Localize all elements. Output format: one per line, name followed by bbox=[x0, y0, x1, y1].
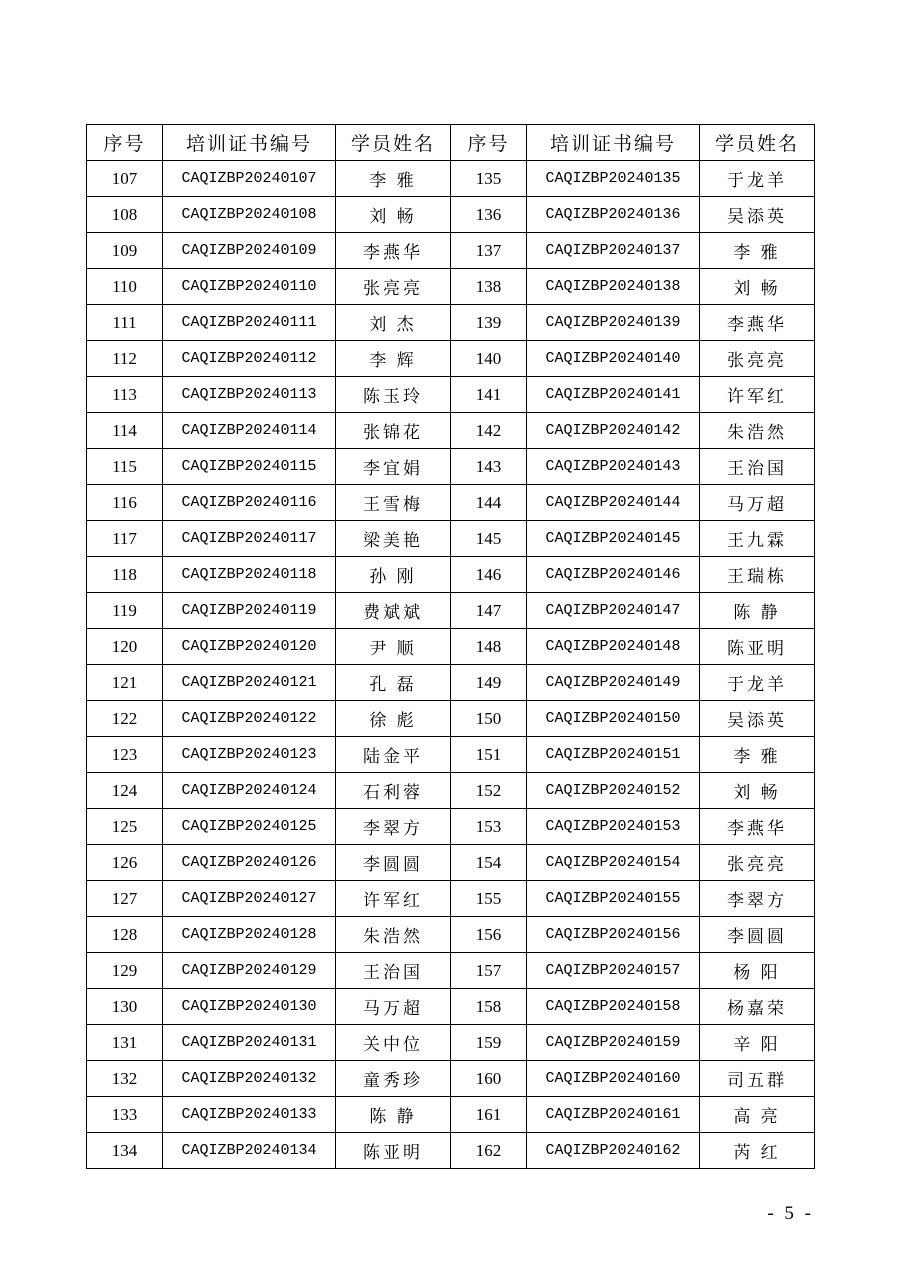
cell-certificate-right: CAQIZBP20240135 bbox=[527, 161, 700, 197]
cell-name-left: 马万超 bbox=[336, 989, 451, 1025]
cell-index-left: 134 bbox=[87, 1133, 163, 1169]
table-row bbox=[87, 665, 815, 701]
cell-name-right: 陈 静 bbox=[700, 593, 815, 629]
cell-name-left: 陈亚明 bbox=[336, 1133, 451, 1169]
cell-certificate-left: CAQIZBP20240122 bbox=[163, 701, 336, 737]
cell-certificate-right: CAQIZBP20240136 bbox=[527, 197, 700, 233]
cell-name-left: 张锦花 bbox=[336, 413, 451, 449]
cell-name-right: 辛 阳 bbox=[700, 1025, 815, 1061]
cell-certificate-left: CAQIZBP20240119 bbox=[163, 593, 336, 629]
table-row bbox=[87, 773, 815, 809]
cell-certificate-left: CAQIZBP20240127 bbox=[163, 881, 336, 917]
cell-certificate-right: CAQIZBP20240138 bbox=[527, 269, 700, 305]
cell-name-right: 吴添英 bbox=[700, 701, 815, 737]
cell-index-left: 132 bbox=[87, 1061, 163, 1097]
cell-name-right: 李燕华 bbox=[700, 305, 815, 341]
cell-name-right: 刘 畅 bbox=[700, 269, 815, 305]
cell-name-right: 司五群 bbox=[700, 1061, 815, 1097]
cell-certificate-left: CAQIZBP20240125 bbox=[163, 809, 336, 845]
cell-name-left: 尹 顺 bbox=[336, 629, 451, 665]
table-row bbox=[87, 305, 815, 341]
cell-certificate-right: CAQIZBP20240162 bbox=[527, 1133, 700, 1169]
cell-index-left: 108 bbox=[87, 197, 163, 233]
table-row bbox=[87, 485, 815, 521]
column-header-index-left: 序号 bbox=[87, 125, 163, 161]
table-row bbox=[87, 1025, 815, 1061]
cell-index-right: 161 bbox=[451, 1097, 527, 1133]
cell-index-right: 157 bbox=[451, 953, 527, 989]
certificate-roster-table bbox=[86, 124, 815, 1169]
cell-certificate-left: CAQIZBP20240115 bbox=[163, 449, 336, 485]
table-header-row bbox=[87, 125, 815, 161]
table-row bbox=[87, 881, 815, 917]
cell-name-right: 李 雅 bbox=[700, 233, 815, 269]
cell-certificate-right: CAQIZBP20240150 bbox=[527, 701, 700, 737]
cell-index-left: 110 bbox=[87, 269, 163, 305]
cell-name-right: 芮 红 bbox=[700, 1133, 815, 1169]
cell-name-right: 马万超 bbox=[700, 485, 815, 521]
cell-name-left: 张亮亮 bbox=[336, 269, 451, 305]
cell-name-left: 李燕华 bbox=[336, 233, 451, 269]
column-header-name-left: 学员姓名 bbox=[336, 125, 451, 161]
cell-certificate-right: CAQIZBP20240144 bbox=[527, 485, 700, 521]
cell-certificate-right: CAQIZBP20240157 bbox=[527, 953, 700, 989]
cell-certificate-left: CAQIZBP20240129 bbox=[163, 953, 336, 989]
cell-name-left: 陈玉玲 bbox=[336, 377, 451, 413]
table-row bbox=[87, 1097, 815, 1133]
cell-certificate-left: CAQIZBP20240131 bbox=[163, 1025, 336, 1061]
table-row bbox=[87, 233, 815, 269]
cell-index-right: 156 bbox=[451, 917, 527, 953]
cell-index-left: 114 bbox=[87, 413, 163, 449]
cell-index-right: 148 bbox=[451, 629, 527, 665]
cell-name-left: 李宜娟 bbox=[336, 449, 451, 485]
cell-certificate-left: CAQIZBP20240130 bbox=[163, 989, 336, 1025]
cell-certificate-left: CAQIZBP20240112 bbox=[163, 341, 336, 377]
cell-name-left: 王治国 bbox=[336, 953, 451, 989]
cell-index-left: 121 bbox=[87, 665, 163, 701]
cell-index-right: 152 bbox=[451, 773, 527, 809]
cell-certificate-left: CAQIZBP20240116 bbox=[163, 485, 336, 521]
cell-name-left: 李 雅 bbox=[336, 161, 451, 197]
cell-certificate-left: CAQIZBP20240126 bbox=[163, 845, 336, 881]
cell-certificate-right: CAQIZBP20240143 bbox=[527, 449, 700, 485]
cell-index-left: 131 bbox=[87, 1025, 163, 1061]
cell-index-right: 147 bbox=[451, 593, 527, 629]
cell-name-left: 王雪梅 bbox=[336, 485, 451, 521]
cell-index-right: 135 bbox=[451, 161, 527, 197]
cell-name-left: 陈 静 bbox=[336, 1097, 451, 1133]
cell-certificate-left: CAQIZBP20240128 bbox=[163, 917, 336, 953]
cell-index-left: 128 bbox=[87, 917, 163, 953]
cell-name-right: 于龙羊 bbox=[700, 665, 815, 701]
cell-certificate-right: CAQIZBP20240160 bbox=[527, 1061, 700, 1097]
cell-certificate-left: CAQIZBP20240110 bbox=[163, 269, 336, 305]
table-row bbox=[87, 341, 815, 377]
table-row bbox=[87, 161, 815, 197]
cell-name-left: 刘 杰 bbox=[336, 305, 451, 341]
cell-certificate-right: CAQIZBP20240142 bbox=[527, 413, 700, 449]
table-row bbox=[87, 557, 815, 593]
cell-index-right: 138 bbox=[451, 269, 527, 305]
cell-certificate-right: CAQIZBP20240153 bbox=[527, 809, 700, 845]
cell-name-left: 朱浩然 bbox=[336, 917, 451, 953]
cell-certificate-right: CAQIZBP20240156 bbox=[527, 917, 700, 953]
cell-index-right: 146 bbox=[451, 557, 527, 593]
cell-certificate-left: CAQIZBP20240134 bbox=[163, 1133, 336, 1169]
cell-name-right: 许军红 bbox=[700, 377, 815, 413]
cell-certificate-right: CAQIZBP20240137 bbox=[527, 233, 700, 269]
cell-certificate-left: CAQIZBP20240108 bbox=[163, 197, 336, 233]
cell-name-left: 李翠方 bbox=[336, 809, 451, 845]
cell-certificate-right: CAQIZBP20240140 bbox=[527, 341, 700, 377]
cell-name-left: 许军红 bbox=[336, 881, 451, 917]
cell-index-right: 158 bbox=[451, 989, 527, 1025]
table-row bbox=[87, 1061, 815, 1097]
cell-certificate-left: CAQIZBP20240113 bbox=[163, 377, 336, 413]
cell-certificate-left: CAQIZBP20240132 bbox=[163, 1061, 336, 1097]
cell-certificate-right: CAQIZBP20240151 bbox=[527, 737, 700, 773]
table-header bbox=[87, 125, 815, 161]
cell-index-right: 142 bbox=[451, 413, 527, 449]
cell-index-right: 145 bbox=[451, 521, 527, 557]
column-header-name-right: 学员姓名 bbox=[700, 125, 815, 161]
cell-index-left: 111 bbox=[87, 305, 163, 341]
column-header-index-right: 序号 bbox=[451, 125, 527, 161]
table-row bbox=[87, 377, 815, 413]
cell-name-right: 陈亚明 bbox=[700, 629, 815, 665]
cell-index-right: 140 bbox=[451, 341, 527, 377]
cell-index-right: 143 bbox=[451, 449, 527, 485]
cell-index-left: 109 bbox=[87, 233, 163, 269]
column-header-certificate-right: 培训证书编号 bbox=[527, 125, 700, 161]
cell-name-right: 吴添英 bbox=[700, 197, 815, 233]
table-row bbox=[87, 809, 815, 845]
cell-name-right: 王瑞栋 bbox=[700, 557, 815, 593]
table-row bbox=[87, 269, 815, 305]
cell-index-left: 117 bbox=[87, 521, 163, 557]
cell-index-right: 155 bbox=[451, 881, 527, 917]
cell-name-right: 张亮亮 bbox=[700, 341, 815, 377]
cell-index-left: 122 bbox=[87, 701, 163, 737]
cell-name-left: 童秀珍 bbox=[336, 1061, 451, 1097]
cell-name-right: 刘 畅 bbox=[700, 773, 815, 809]
cell-name-left: 李圆圆 bbox=[336, 845, 451, 881]
cell-index-left: 107 bbox=[87, 161, 163, 197]
cell-certificate-left: CAQIZBP20240111 bbox=[163, 305, 336, 341]
table-row bbox=[87, 953, 815, 989]
cell-name-left: 李 辉 bbox=[336, 341, 451, 377]
cell-index-left: 118 bbox=[87, 557, 163, 593]
cell-name-left: 梁美艳 bbox=[336, 521, 451, 557]
cell-certificate-left: CAQIZBP20240120 bbox=[163, 629, 336, 665]
cell-index-right: 137 bbox=[451, 233, 527, 269]
cell-certificate-left: CAQIZBP20240124 bbox=[163, 773, 336, 809]
cell-certificate-right: CAQIZBP20240146 bbox=[527, 557, 700, 593]
cell-index-left: 119 bbox=[87, 593, 163, 629]
cell-index-right: 162 bbox=[451, 1133, 527, 1169]
table-row bbox=[87, 197, 815, 233]
cell-name-right: 王治国 bbox=[700, 449, 815, 485]
table-row bbox=[87, 917, 815, 953]
table-row bbox=[87, 737, 815, 773]
cell-index-left: 120 bbox=[87, 629, 163, 665]
cell-name-left: 费斌斌 bbox=[336, 593, 451, 629]
cell-index-left: 125 bbox=[87, 809, 163, 845]
cell-index-right: 159 bbox=[451, 1025, 527, 1061]
cell-index-right: 154 bbox=[451, 845, 527, 881]
cell-certificate-left: CAQIZBP20240118 bbox=[163, 557, 336, 593]
cell-name-right: 高 亮 bbox=[700, 1097, 815, 1133]
cell-name-right: 李圆圆 bbox=[700, 917, 815, 953]
cell-certificate-right: CAQIZBP20240154 bbox=[527, 845, 700, 881]
cell-certificate-right: CAQIZBP20240141 bbox=[527, 377, 700, 413]
cell-certificate-right: CAQIZBP20240155 bbox=[527, 881, 700, 917]
cell-certificate-right: CAQIZBP20240149 bbox=[527, 665, 700, 701]
cell-name-right: 李 雅 bbox=[700, 737, 815, 773]
cell-index-left: 127 bbox=[87, 881, 163, 917]
cell-certificate-right: CAQIZBP20240158 bbox=[527, 989, 700, 1025]
table-body bbox=[87, 161, 815, 1169]
cell-index-left: 123 bbox=[87, 737, 163, 773]
table-row bbox=[87, 989, 815, 1025]
cell-index-left: 124 bbox=[87, 773, 163, 809]
cell-certificate-right: CAQIZBP20240161 bbox=[527, 1097, 700, 1133]
cell-index-left: 126 bbox=[87, 845, 163, 881]
cell-name-left: 陆金平 bbox=[336, 737, 451, 773]
cell-certificate-right: CAQIZBP20240159 bbox=[527, 1025, 700, 1061]
cell-name-left: 孙 刚 bbox=[336, 557, 451, 593]
cell-index-left: 113 bbox=[87, 377, 163, 413]
table-row bbox=[87, 701, 815, 737]
table-row bbox=[87, 845, 815, 881]
table-row bbox=[87, 629, 815, 665]
cell-name-left: 刘 畅 bbox=[336, 197, 451, 233]
table-row bbox=[87, 1133, 815, 1169]
cell-index-left: 116 bbox=[87, 485, 163, 521]
cell-name-left: 徐 彪 bbox=[336, 701, 451, 737]
cell-index-left: 130 bbox=[87, 989, 163, 1025]
table-row bbox=[87, 593, 815, 629]
cell-index-right: 144 bbox=[451, 485, 527, 521]
cell-certificate-left: CAQIZBP20240114 bbox=[163, 413, 336, 449]
cell-index-left: 112 bbox=[87, 341, 163, 377]
cell-name-right: 李翠方 bbox=[700, 881, 815, 917]
cell-name-right: 于龙羊 bbox=[700, 161, 815, 197]
page-number: - 5 - bbox=[767, 1203, 814, 1224]
cell-certificate-right: CAQIZBP20240147 bbox=[527, 593, 700, 629]
column-header-certificate-left: 培训证书编号 bbox=[163, 125, 336, 161]
cell-certificate-left: CAQIZBP20240109 bbox=[163, 233, 336, 269]
cell-certificate-right: CAQIZBP20240148 bbox=[527, 629, 700, 665]
table-row bbox=[87, 521, 815, 557]
cell-certificate-right: CAQIZBP20240145 bbox=[527, 521, 700, 557]
cell-index-right: 151 bbox=[451, 737, 527, 773]
cell-certificate-left: CAQIZBP20240117 bbox=[163, 521, 336, 557]
cell-index-right: 153 bbox=[451, 809, 527, 845]
cell-index-right: 141 bbox=[451, 377, 527, 413]
cell-name-right: 李燕华 bbox=[700, 809, 815, 845]
cell-index-right: 149 bbox=[451, 665, 527, 701]
cell-index-right: 160 bbox=[451, 1061, 527, 1097]
cell-index-right: 136 bbox=[451, 197, 527, 233]
certificate-roster-table-container bbox=[86, 124, 814, 1169]
cell-certificate-right: CAQIZBP20240152 bbox=[527, 773, 700, 809]
cell-index-right: 139 bbox=[451, 305, 527, 341]
cell-name-right: 王九霖 bbox=[700, 521, 815, 557]
cell-certificate-left: CAQIZBP20240107 bbox=[163, 161, 336, 197]
cell-index-left: 133 bbox=[87, 1097, 163, 1133]
cell-name-left: 石利蓉 bbox=[336, 773, 451, 809]
cell-certificate-left: CAQIZBP20240123 bbox=[163, 737, 336, 773]
cell-index-left: 129 bbox=[87, 953, 163, 989]
cell-name-left: 关中位 bbox=[336, 1025, 451, 1061]
cell-certificate-left: CAQIZBP20240133 bbox=[163, 1097, 336, 1133]
cell-name-right: 杨嘉荣 bbox=[700, 989, 815, 1025]
cell-certificate-right: CAQIZBP20240139 bbox=[527, 305, 700, 341]
table-row bbox=[87, 413, 815, 449]
cell-index-left: 115 bbox=[87, 449, 163, 485]
cell-name-right: 朱浩然 bbox=[700, 413, 815, 449]
cell-index-right: 150 bbox=[451, 701, 527, 737]
cell-certificate-left: CAQIZBP20240121 bbox=[163, 665, 336, 701]
cell-name-right: 张亮亮 bbox=[700, 845, 815, 881]
cell-name-left: 孔 磊 bbox=[336, 665, 451, 701]
table-row bbox=[87, 449, 815, 485]
cell-name-right: 杨 阳 bbox=[700, 953, 815, 989]
